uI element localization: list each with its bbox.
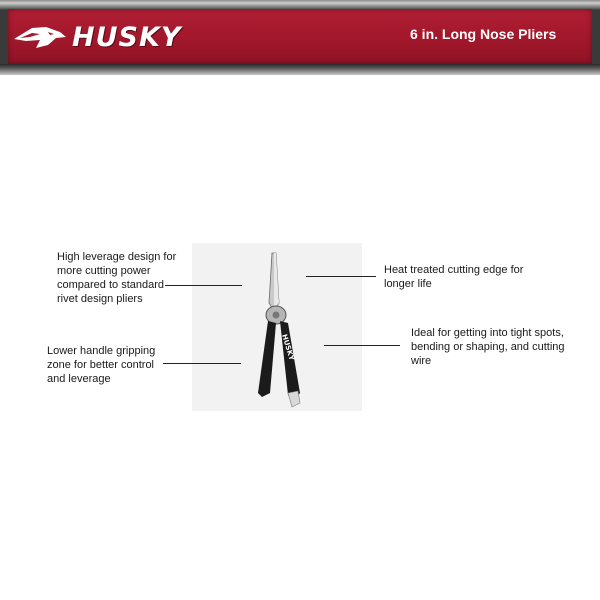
header-banner [0,0,600,75]
callout-heat-treated: Heat treated cutting edge for longer life [384,264,524,290]
husky-dog-icon [12,23,68,51]
long-nose-pliers-image [192,243,362,411]
banner-metal-edge [0,64,600,75]
brand-wordmark: HUSKY [72,21,182,53]
callout-high-leverage: High leverage design for more cutting power compared to standard rivet design pliers [57,251,177,305]
callout-lower-handle: Lower handle gripping zone for better control and leverage [47,345,156,385]
callout-tight-spots: Ideal for getting into tight spots, bending or shaping, and cutting wire [411,327,565,367]
leader-line-tight-spots [324,345,400,346]
product-title: 6 in. Long Nose Pliers [410,26,557,42]
brand-logo [12,22,181,52]
leader-line-high-leverage [165,285,242,286]
leader-line-lower-handle [163,363,241,364]
leader-line-heat-treated [306,276,376,277]
handle-imprint: HUSKY [280,333,296,362]
